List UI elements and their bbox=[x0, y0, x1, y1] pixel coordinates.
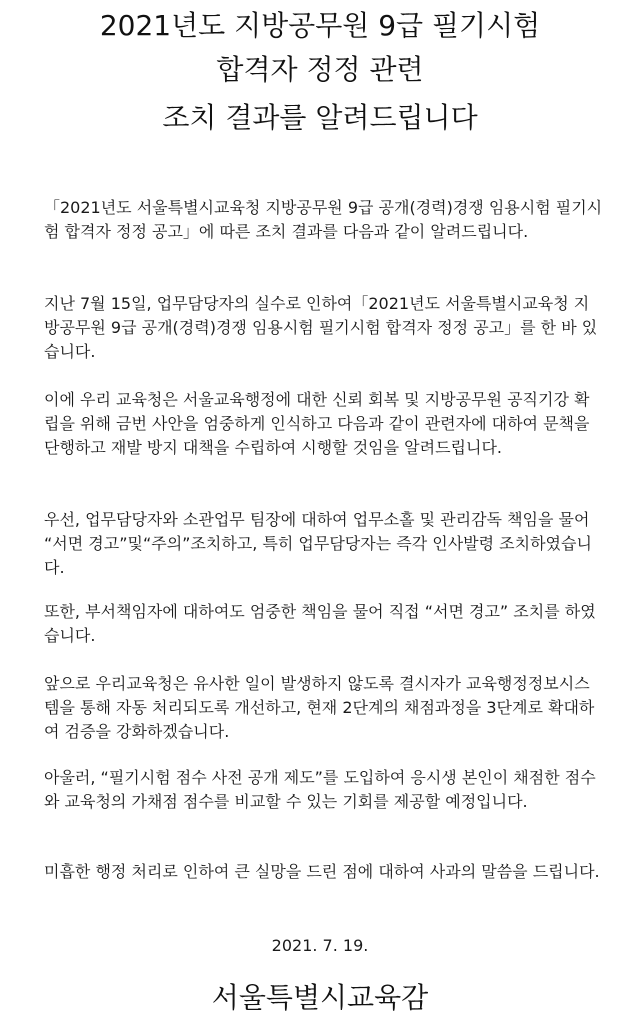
paragraph-intro: 「2021년도 서울특별시교육청 지방공무원 9급 공개(경력)경쟁 임용시험 필기시험 합격자 정정 공고」에 따른 조치 결과를 다음과 같이 알려드립니다. bbox=[44, 198, 603, 241]
paragraph-background: 지난 7월 15일, 업무담당자의 실수로 인하여「2021년도 서울특별시교육청 지방공무원 9급 공개(경력)경쟁 임용시험 필기시험 합격자 정정 공고」를 한 바 있습니다. bbox=[44, 294, 598, 361]
paragraph-measures: 이에 우리 교육청은 서울교육행정에 대한 신뢰 회복 및 지방공무원 공직기강 확립을 위해 금번 사안을 엄중하게 인식하고 다음과 같이 관련자에 대하여 문책을 단행하고 재발 방지 대책을 수립하여 시행할 것임을 알려드립니다. bbox=[44, 390, 590, 457]
paragraph-manager-discipline: 또한, 부서책임자에 대하여도 엄중한 책임을 물어 직접 “서면 경고” 조치를 하였습니다. bbox=[44, 602, 596, 645]
notice-title-line-2: 합격자 정정 관련 bbox=[216, 53, 424, 86]
paragraph-apology: 미흡한 행정 처리로 인하여 큰 실망을 드린 점에 대하여 사과의 말씀을 드립니다. bbox=[44, 862, 600, 881]
paragraph-system-improvement: 앞으로 우리교육청은 유사한 일이 발생하지 않도록 결시자가 교육행정정보시스템을 통해 자동 처리되도록 개선하고, 현재 2단계의 채점과정을 3단계로 확대하여 검증을 강화하겠습니다. bbox=[44, 674, 595, 741]
notice-signature: 서울특별시교육감 bbox=[211, 981, 429, 1014]
paragraph-staff-discipline: 우선, 업무담당자와 소관업무 팀장에 대하여 업무소홀 및 관리감독 책임을 물어 “서면 경고”및“주의”조치하고, 특히 업무담당자는 즉각 인사발령 조치하였습니다. bbox=[44, 510, 592, 577]
notice-date: 2021. 7. 19. bbox=[271, 936, 369, 955]
paragraph-score-disclosure: 아울러, “필기시험 점수 사전 공개 제도”를 도입하여 응시생 본인이 채점한 점수와 교육청의 가채점 점수를 비교할 수 있는 기회를 제공할 예정입니다. bbox=[44, 768, 596, 811]
notice-title-line-3: 조치 결과를 알려드립니다 bbox=[162, 101, 478, 134]
notice-title-line-1: 2021년도 지방공무원 9급 필기시험 bbox=[99, 9, 541, 42]
